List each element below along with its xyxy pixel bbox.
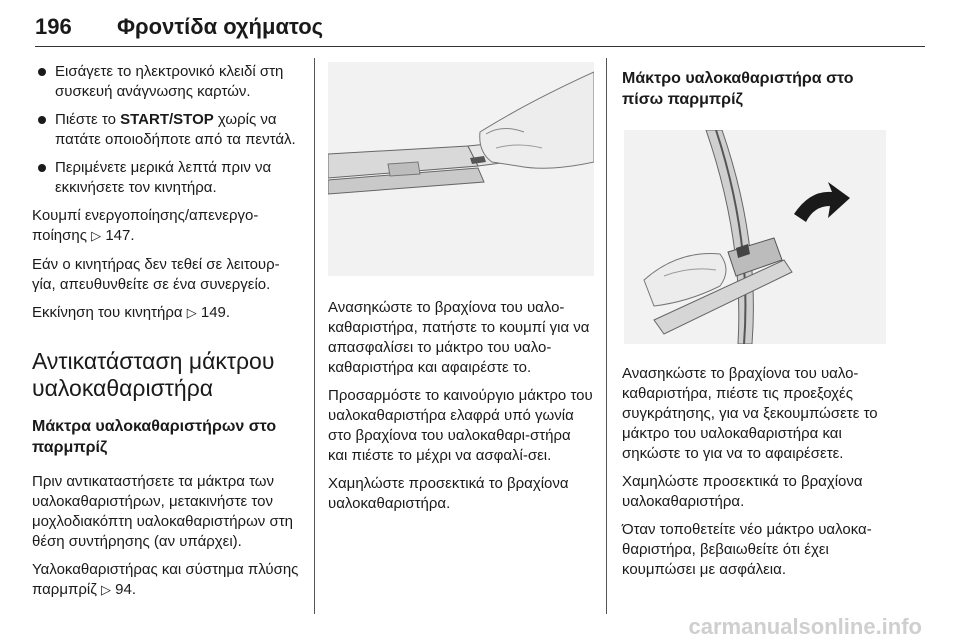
list-item: Περιμένετε μερικά λεπτά πριν να εκκινήσετε τον κινητήρα.: [32, 158, 300, 198]
paragraph: Πριν αντικαταστήσετε τα μάκτρα των υαλοκαθαριστήρων, μετακινήστε τον μοχλοδιακόπτη υαλοκαθαριστήρων στη θέση συντήρησης (αν υπάρχει).: [32, 473, 293, 550]
paragraph: Προσαρμόστε το καινούργιο μάκτρο του υαλοκαθαριστήρα ελαφρά υπό γωνία στο βραχίονα του υαλοκαθαρι-στήρα και πιέστε το μέχρι να ασφαλί-σει.: [328, 387, 593, 464]
bullet-icon: [38, 116, 46, 124]
cross-reference-arrow-icon: ▷: [91, 229, 102, 244]
paragraph: Χαμηλώστε προσεκτικά το βραχίονα υαλοκαθαριστήρα.: [328, 475, 569, 512]
list-item: Εισάγετε το ηλεκτρονικό κλειδί στη συσκευή ανάγνωσης καρτών.: [32, 62, 300, 102]
paragraph: Ανασηκώστε το βραχίονα του υαλο-καθαριστήρα, πιέστε τις προεξοχές συγκράτησης, για να ξεκουμπώσετε το μάκτρο του υαλοκαθαριστήρα και σηκώστε το για να το αφαιρέσετε.: [622, 365, 878, 462]
paragraph: Χαμηλώστε προσεκτικά το βραχίονα υαλοκαθαριστήρα.: [622, 473, 863, 510]
paragraph: Υαλοκαθαριστήρας και σύστημα πλύσης παρμπρίζ ▷ 94.: [32, 561, 299, 598]
page-number: 196: [35, 14, 72, 39]
page-reference[interactable]: 94.: [115, 581, 137, 598]
paragraph: Κουμπί ενεργοποίησης/απενεργο-ποίησης ▷ 147.: [32, 207, 259, 244]
page-reference[interactable]: 149.: [200, 304, 231, 321]
page-title: Φροντίδα οχήματος: [117, 14, 324, 39]
start-stop-label: START/STOP: [120, 111, 214, 128]
page-reference[interactable]: 147.: [105, 227, 135, 244]
steps-list: [32, 62, 300, 198]
column-middle: [328, 62, 594, 522]
section-title: Αντικατάσταση μάκτρου υαλοκαθαριστήρα: [32, 348, 275, 401]
paragraph: Όταν τοποθετείτε νέο μάκτρο υαλοκα-θαριστήρα, βεβαιωθείτε ότι έχει κουμπώσει με ασφάλεια.: [622, 521, 872, 578]
paragraph: Ανασηκώστε το βραχίονα του υαλο-καθαριστήρα, πατήστε το κουμπί για να απασφαλίσει το μάκτρο του υαλο-καθαριστήρα και αφαιρέστε το.: [328, 299, 590, 376]
page-header: [35, 6, 925, 47]
column-divider: [606, 58, 607, 614]
subsection-title: Μάκτρο υαλοκαθαριστήρα στο πίσω παρμπρίζ: [622, 70, 854, 108]
cross-reference-arrow-icon: ▷: [186, 306, 197, 321]
column-right: [622, 62, 894, 588]
bullet-icon: [38, 68, 46, 76]
column-divider: [314, 58, 315, 614]
paragraph: Εκκίνηση του κινητήρα ▷ 149.: [32, 304, 231, 321]
bullet-icon: [38, 164, 46, 172]
subsection-title: Μάκτρα υαλοκαθαριστήρων στο παρμπρίζ: [32, 418, 277, 456]
list-item: Πιέστε το START/STOP χωρίς να πατάτε οποιοδήποτε από τα πεντάλ.: [32, 110, 300, 150]
paragraph: Εάν ο κινητήρας δεν τεθεί σε λειτουρ-γία, απευθυνθείτε σε ένα συνεργείο.: [32, 256, 280, 293]
rear-wiper-illustration: [624, 130, 886, 344]
wiper-blade-illustration: [328, 62, 594, 276]
watermark: carmanualsonline.info: [688, 614, 922, 639]
cross-reference-arrow-icon: ▷: [100, 583, 111, 598]
column-left: [32, 62, 300, 609]
